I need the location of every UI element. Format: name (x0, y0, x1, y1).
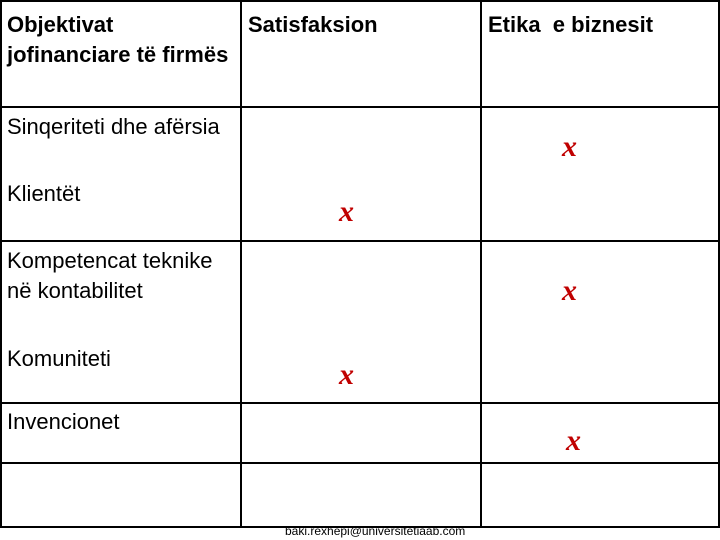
column-divider (480, 2, 482, 526)
row-label-honesty: Sinqeriteti dhe afërsia (7, 114, 220, 139)
row-divider (2, 106, 718, 108)
mark-clients-satisfaction: x (339, 195, 354, 228)
row-label-community: Komuniteti (7, 346, 111, 371)
row-label-clients: Klientët (7, 181, 81, 206)
header-satisfaction: Satisfaksion (248, 12, 378, 37)
row-divider (2, 240, 718, 242)
row-label-competences: Kompetencat teknike në kontabilitet (7, 248, 213, 303)
row-divider (2, 402, 718, 404)
header-objectives: Objektivat jofinanciare të firmës (7, 12, 229, 67)
column-divider (240, 2, 242, 526)
row-divider (2, 462, 718, 464)
footer-email: baki.rexhepi@universitetiaab.com (285, 524, 466, 538)
row-label-inventions: Invencionet (7, 409, 120, 434)
mark-inventions-ethics: x (566, 424, 581, 457)
mark-community-satisfaction: x (339, 358, 354, 391)
mark-honesty-ethics: x (562, 130, 577, 163)
header-business-ethics: Etika e biznesit (488, 12, 654, 37)
mark-competences-ethics: x (562, 274, 577, 307)
